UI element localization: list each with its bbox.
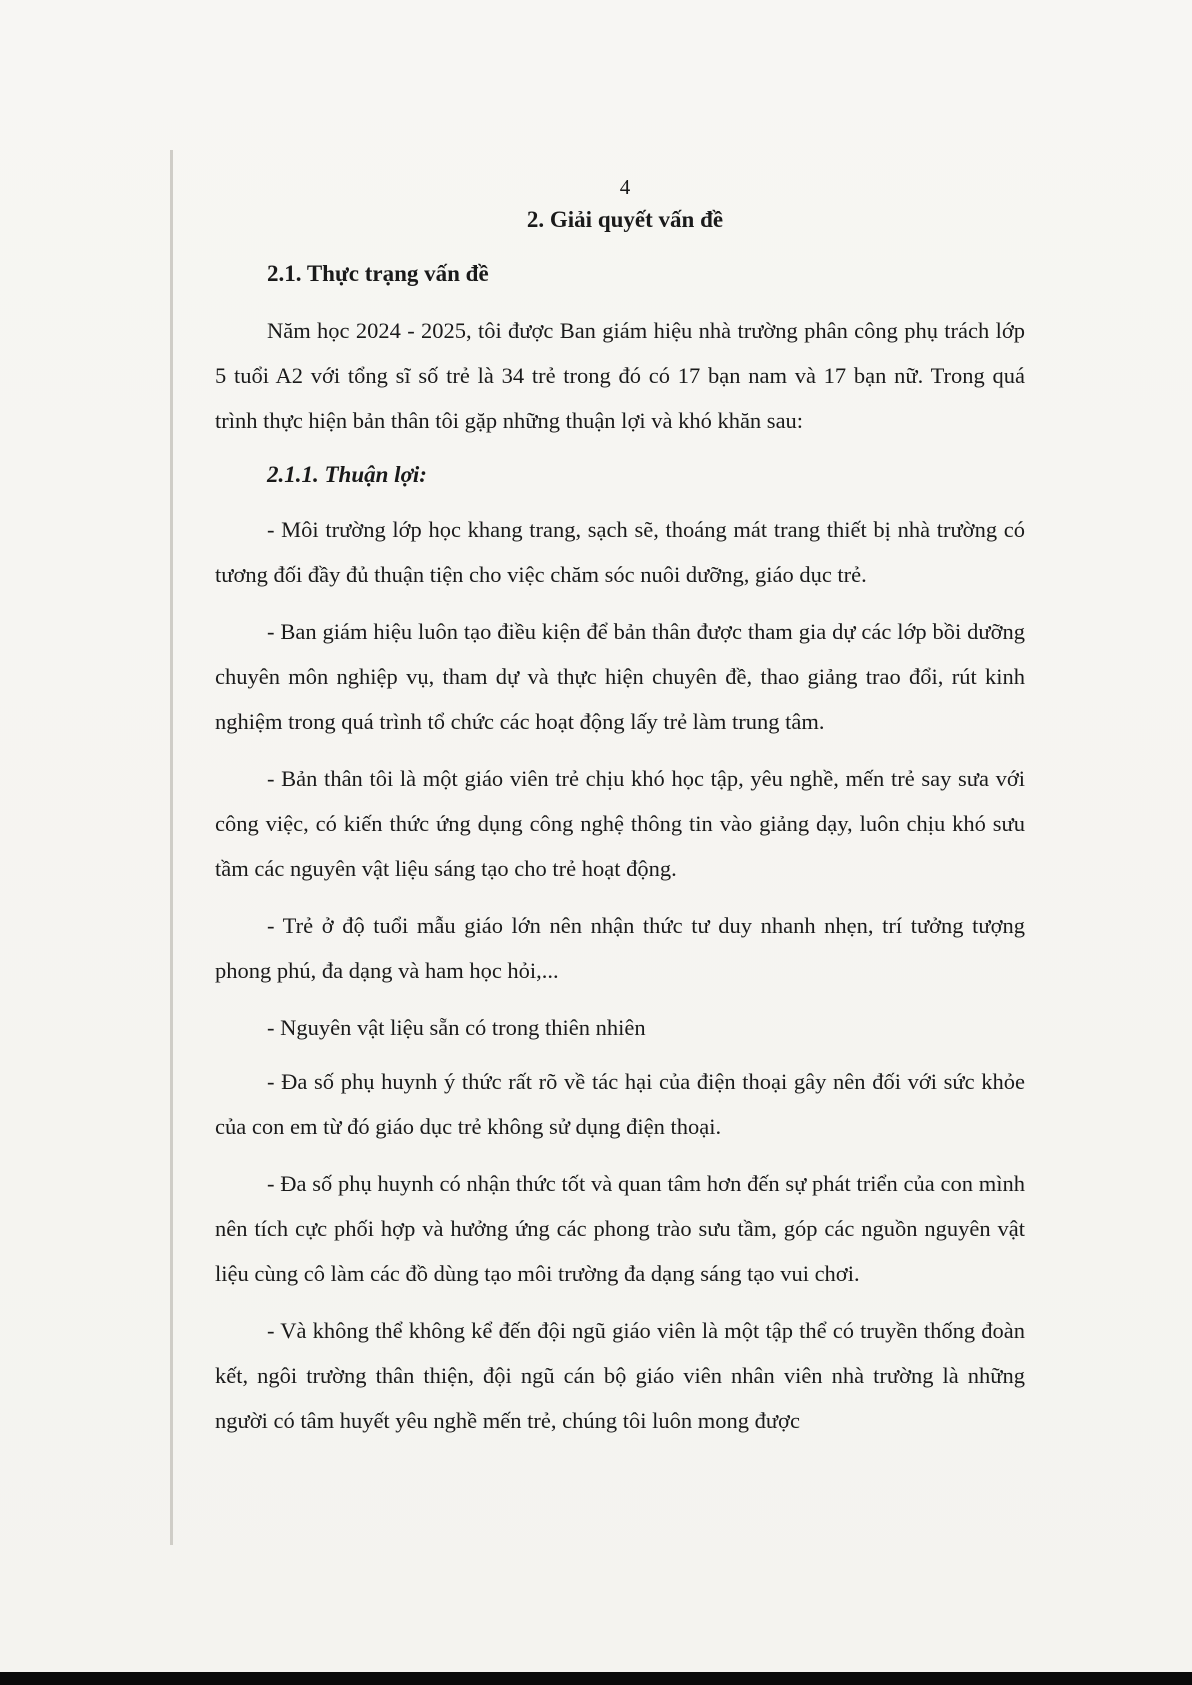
subsection-title: 2.1. Thực trạng vấn đề bbox=[267, 261, 489, 286]
scan-edge-band bbox=[0, 1672, 1192, 1685]
list-item: - Nguyên vật liệu sẵn có trong thiên nhiên bbox=[267, 1015, 646, 1040]
list-item: - Bản thân tôi là một giáo viên trẻ chịu khó học tập, yêu nghề, mến trẻ say sưa với công việc, có kiến thức ứng dụng công nghệ thông tin vào giảng dạy, luôn chịu khó sưu tầm các nguyên vật liệu sáng tạo cho trẻ hoạt động. bbox=[215, 766, 1025, 881]
list-item: - Trẻ ở độ tuổi mẫu giáo lớn nên nhận thức tư duy nhanh nhẹn, trí tưởng tượng phong phú, đa dạng và ham học hỏi,... bbox=[215, 913, 1025, 983]
page-number: 4 bbox=[619, 175, 631, 199]
list-item: - Ban giám hiệu luôn tạo điều kiện để bản thân được tham gia dự các lớp bồi dưỡng chuyên môn nghiệp vụ, tham dự và thực hiện chuyên đề, thao giảng trao đổi, rút kinh nghiệm trong quá trình tổ chức các hoạt động lấy trẻ làm trung tâm. bbox=[215, 619, 1025, 734]
page-content bbox=[215, 172, 1025, 1455]
section-title: 2. Giải quyết vấn đề bbox=[526, 207, 724, 232]
subsub-title: 2.1.1. Thuận lợi: bbox=[267, 462, 427, 487]
intro-paragraph: Năm học 2024 - 2025, tôi được Ban giám hiệu nhà trường phân công phụ trách lớp 5 tuổi A2 với tổng sĩ số trẻ là 34 trẻ trong đó có 17 bạn nam và 17 bạn nữ. Trong quá trình thực hiện bản thân tôi gặp những thuận lợi và khó khăn sau: bbox=[215, 318, 1025, 433]
list-item: - Môi trường lớp học khang trang, sạch sẽ, thoáng mát trang thiết bị nhà trường có tương đối đầy đủ thuận tiện cho việc chăm sóc nuôi dưỡng, giáo dục trẻ. bbox=[215, 517, 1025, 587]
list-item: - Đa số phụ huynh có nhận thức tốt và quan tâm hơn đến sự phát triển của con mình nên tích cực phối hợp và hưởng ứng các phong trào sưu tầm, góp các nguồn nguyên vật liệu cùng cô làm các đồ dùng tạo môi trường đa dạng sáng tạo vui chơi. bbox=[215, 1171, 1025, 1286]
binding-margin-line bbox=[170, 150, 173, 1545]
list-item: - Đa số phụ huynh ý thức rất rõ về tác hại của điện thoại gây nên đối với sức khỏe của con em từ đó giáo dục trẻ không sử dụng điện thoại. bbox=[215, 1069, 1025, 1139]
list-item: - Và không thể không kể đến đội ngũ giáo viên là một tập thể có truyền thống đoàn kết, ngôi trường thân thiện, đội ngũ cán bộ giáo viên nhân viên nhà trường là những người có tâm huyết yêu nghề mến trẻ, chúng tôi luôn mong được bbox=[215, 1318, 1025, 1433]
